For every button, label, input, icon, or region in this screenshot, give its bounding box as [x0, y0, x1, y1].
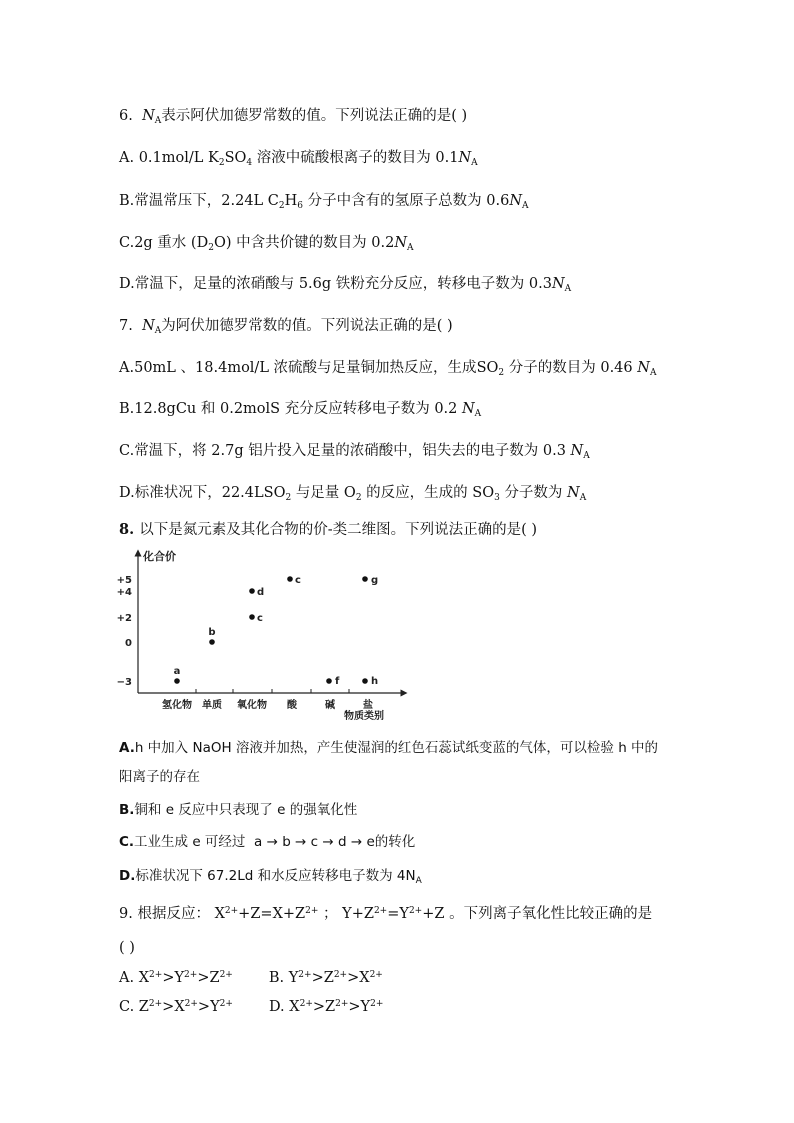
- q7-option-a[interactable]: A.50mL 、18.4mol/L 浓硫酸与足量铜加热反应，生成$SO_2$ 分子的数目为 0.46 $N_A$: [119, 360, 657, 378]
- chart-x-tick-label: 氢化物: [162, 700, 192, 711]
- q9-stem: 9. 根据反应： $X^{2+}+Z=X+Z^{2+}$ ； $Y+Z^{2+}=Y^{2+}+Z$ 。下列离子氧化性比较正确的是: [119, 906, 653, 922]
- q9-options-row1: [119, 968, 383, 988]
- q8-option-c[interactable]: C.工业生成 e 可经过 a → b → c → d → e的转化: [119, 834, 416, 850]
- chart-y-tick: 0: [125, 638, 132, 649]
- q7-stem: 7. $N_A$为阿伏加德罗常数的值。下列说法正确的是( ): [119, 318, 453, 336]
- q8-option-d[interactable]: D.标准状况下 67.2Ld 和水反应转移电子数为 $4N_A$: [119, 868, 422, 886]
- chart-y-tick: +2: [116, 613, 132, 624]
- chart-point-d: [249, 588, 255, 594]
- q9-bracket: ( ): [119, 940, 135, 956]
- chart-point-label: f: [335, 676, 340, 687]
- q6-option-b[interactable]: B.常温常压下，2.24L $C_2H_6$ 分子中含有的氢原子总数为 $0.6N_A$: [119, 193, 529, 211]
- chart-point-c: [249, 614, 255, 620]
- q9-option-d[interactable]: D. $X^{2+}>Z^{2+}>Y^{2+}$: [268, 999, 384, 1015]
- q8-option-a-cont: 阳离子的存在: [119, 769, 200, 785]
- chart-y-tick: −3: [116, 677, 132, 688]
- chart-y-tick: +5: [116, 575, 132, 586]
- chart-x-tick-label: 氧化物: [237, 700, 267, 711]
- nitrogen-valence-chart: [112, 545, 412, 725]
- q9-options-row2: [119, 997, 383, 1017]
- chart-point-label: d: [257, 587, 265, 598]
- q6-option-d[interactable]: D.常温下，足量的浓硝酸与 5.6g 铁粉充分反应，转移电子数为 $0.3N_A$: [119, 276, 572, 294]
- q8-option-b[interactable]: B.铜和 e 反应中只表现了 e 的强氧化性: [119, 802, 358, 818]
- chart-y-tick: +4: [116, 587, 132, 598]
- chart-x-label: 物质类别: [344, 711, 384, 722]
- q9-option-a[interactable]: A. $X^{2+}>Y^{2+}>Z^{2+}$: [119, 970, 233, 986]
- chart-point-g: [362, 576, 368, 582]
- q7-option-c[interactable]: C.常温下，将 2.7g 铝片投入足量的浓硝酸中，铝失去的电子数为 0.3 $N_A$: [119, 443, 590, 461]
- chart-x-tick-label: 酸: [287, 700, 297, 711]
- chart-point-h: [362, 678, 368, 684]
- chart-point-a: [174, 678, 180, 684]
- chart-point-f: [326, 678, 332, 684]
- q6-option-c[interactable]: C.2g 重水 $(D_2O)$ 中含共价键的数目为 $0.2N_A$: [119, 235, 414, 253]
- q6-option-a[interactable]: A. 0.1mol/L $K_2SO_4$ 溶液中硫酸根离子的数目为 $0.1N_A$: [119, 150, 478, 168]
- chart-point-label: c: [257, 613, 263, 624]
- chart-y-label: 化合价: [143, 550, 176, 563]
- chart-point-e: [287, 576, 293, 582]
- q8-option-a[interactable]: A.h 中加入 NaOH 溶液并加热，产生使湿润的红色石蕊试纸变蓝的气体，可以检验 h 中的: [119, 740, 659, 756]
- q8-stem: 8. 以下是氮元素及其化合物的价-类二维图。下列说法正确的是( ): [119, 521, 538, 538]
- chart-point-label: c: [295, 575, 301, 586]
- chart-point-b: [209, 639, 215, 645]
- chart-x-tick-label: 盐: [363, 700, 373, 711]
- chart-x-tick-label: 碱: [325, 700, 335, 711]
- chart-point-label: a: [173, 666, 181, 677]
- q7-option-d[interactable]: D.标准状况下，$22.4LSO_2$ 与足量 $O_2$ 的反应，生成的 $SO_3$ 分子数为 $N_A$: [119, 485, 587, 503]
- chart-point-label: h: [371, 676, 379, 687]
- q9-option-c[interactable]: C. $Z^{2+}>X^{2+}>Y^{2+}$: [119, 999, 233, 1015]
- chart-point-label: g: [371, 575, 379, 586]
- q7-option-b[interactable]: B.12.8gCu 和 0.2molS 充分反应转移电子数为 0.2 $N_A$: [119, 401, 482, 419]
- q6-stem: 6. $N_A$表示阿伏加德罗常数的值。下列说法正确的是( ): [119, 108, 468, 126]
- chart-point-label: b: [208, 627, 216, 638]
- chart-x-tick-label: 单质: [202, 700, 222, 711]
- q9-option-b[interactable]: B. $Y^{2+}>Z^{2+}>X^{2+}$: [268, 970, 383, 986]
